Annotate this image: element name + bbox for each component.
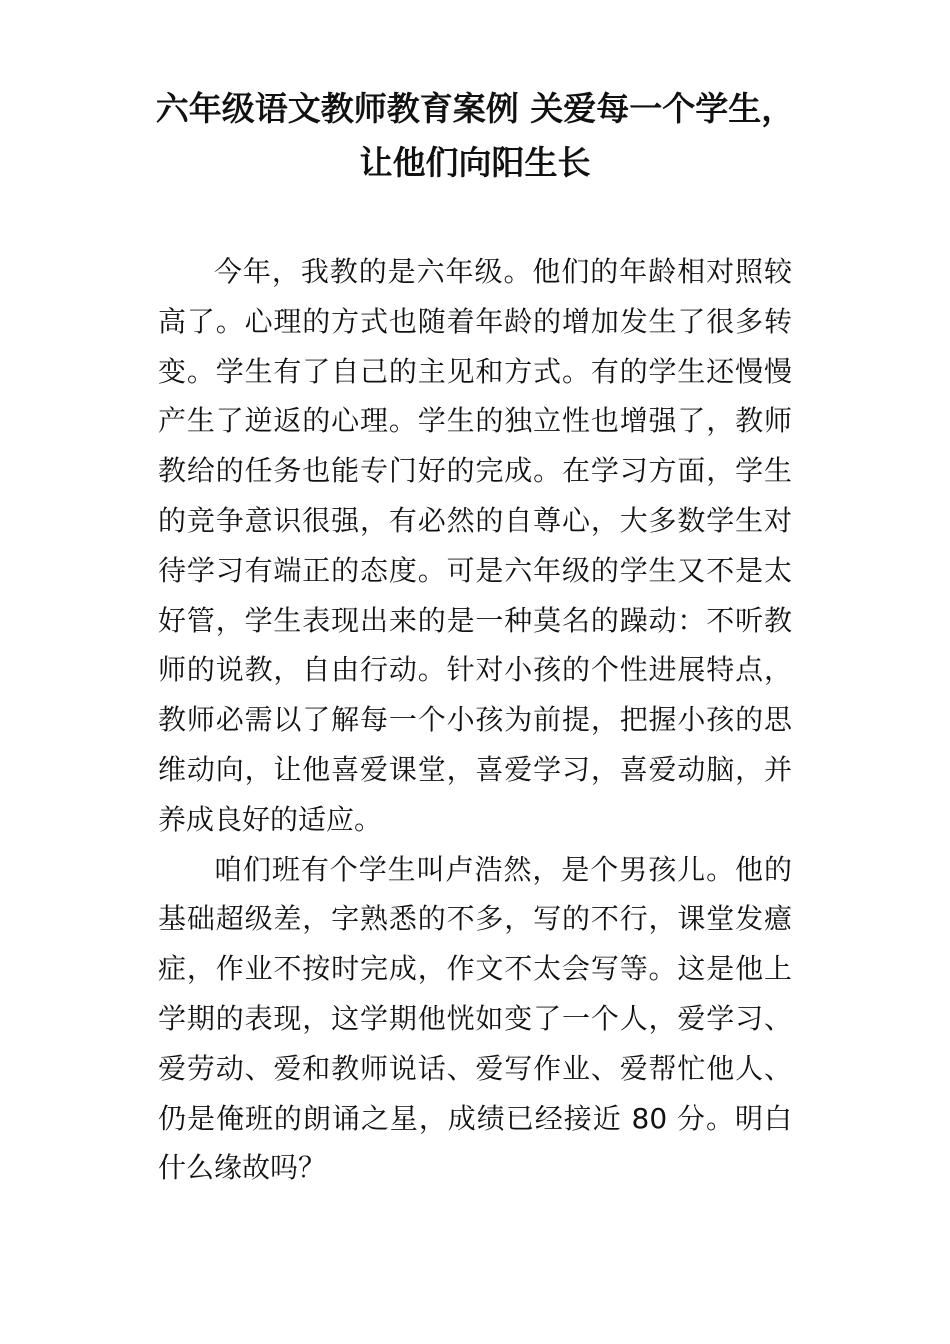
document-title: 六年级语文教师教育案例 关爱每一个学生，让他们向阳生长 — [155, 89, 795, 182]
paragraph-1: 今年，我教的是六年级。他们的年龄相对照较高了。心理的方式也随着年龄的增加发生了很多转变。学生有了自己的主见和方式。有的学生还慢慢产生了逆返的心理。学生的独立性也增强了，教师教给的任务也能专门好的完成。在学习方面，学生的竞争意识很强，有必然的自尊心，大多数学生对待学习有端正的态度。可是六年级的学生又不是太好管，学生表现出来的是一种莫名的躁动：不听教师的说教，自由行动。针对小孩的个性进展特点，教师必需以了解每一个小孩为前提，把握小孩的思维动向，让他喜爱课堂，喜爱学习，喜爱动脑，并养成良好的适应。 — [158, 255, 792, 836]
document-body — [158, 247, 792, 1193]
paragraph-2: 咱们班有个学生叫卢浩然，是个男孩儿。他的基础超级差，字熟悉的不多，写的不行，课堂发癔症，作业不按时完成，作文不太会写等。这是他上学期的表现，这学期他恍如变了一个人，爱学习、爱劳动、爱和教师说话、爱写作业、爱帮忙他人、仍是俺班的朗诵之星，成绩已经接近 80 分。明白什么缘故吗？ — [158, 852, 792, 1185]
